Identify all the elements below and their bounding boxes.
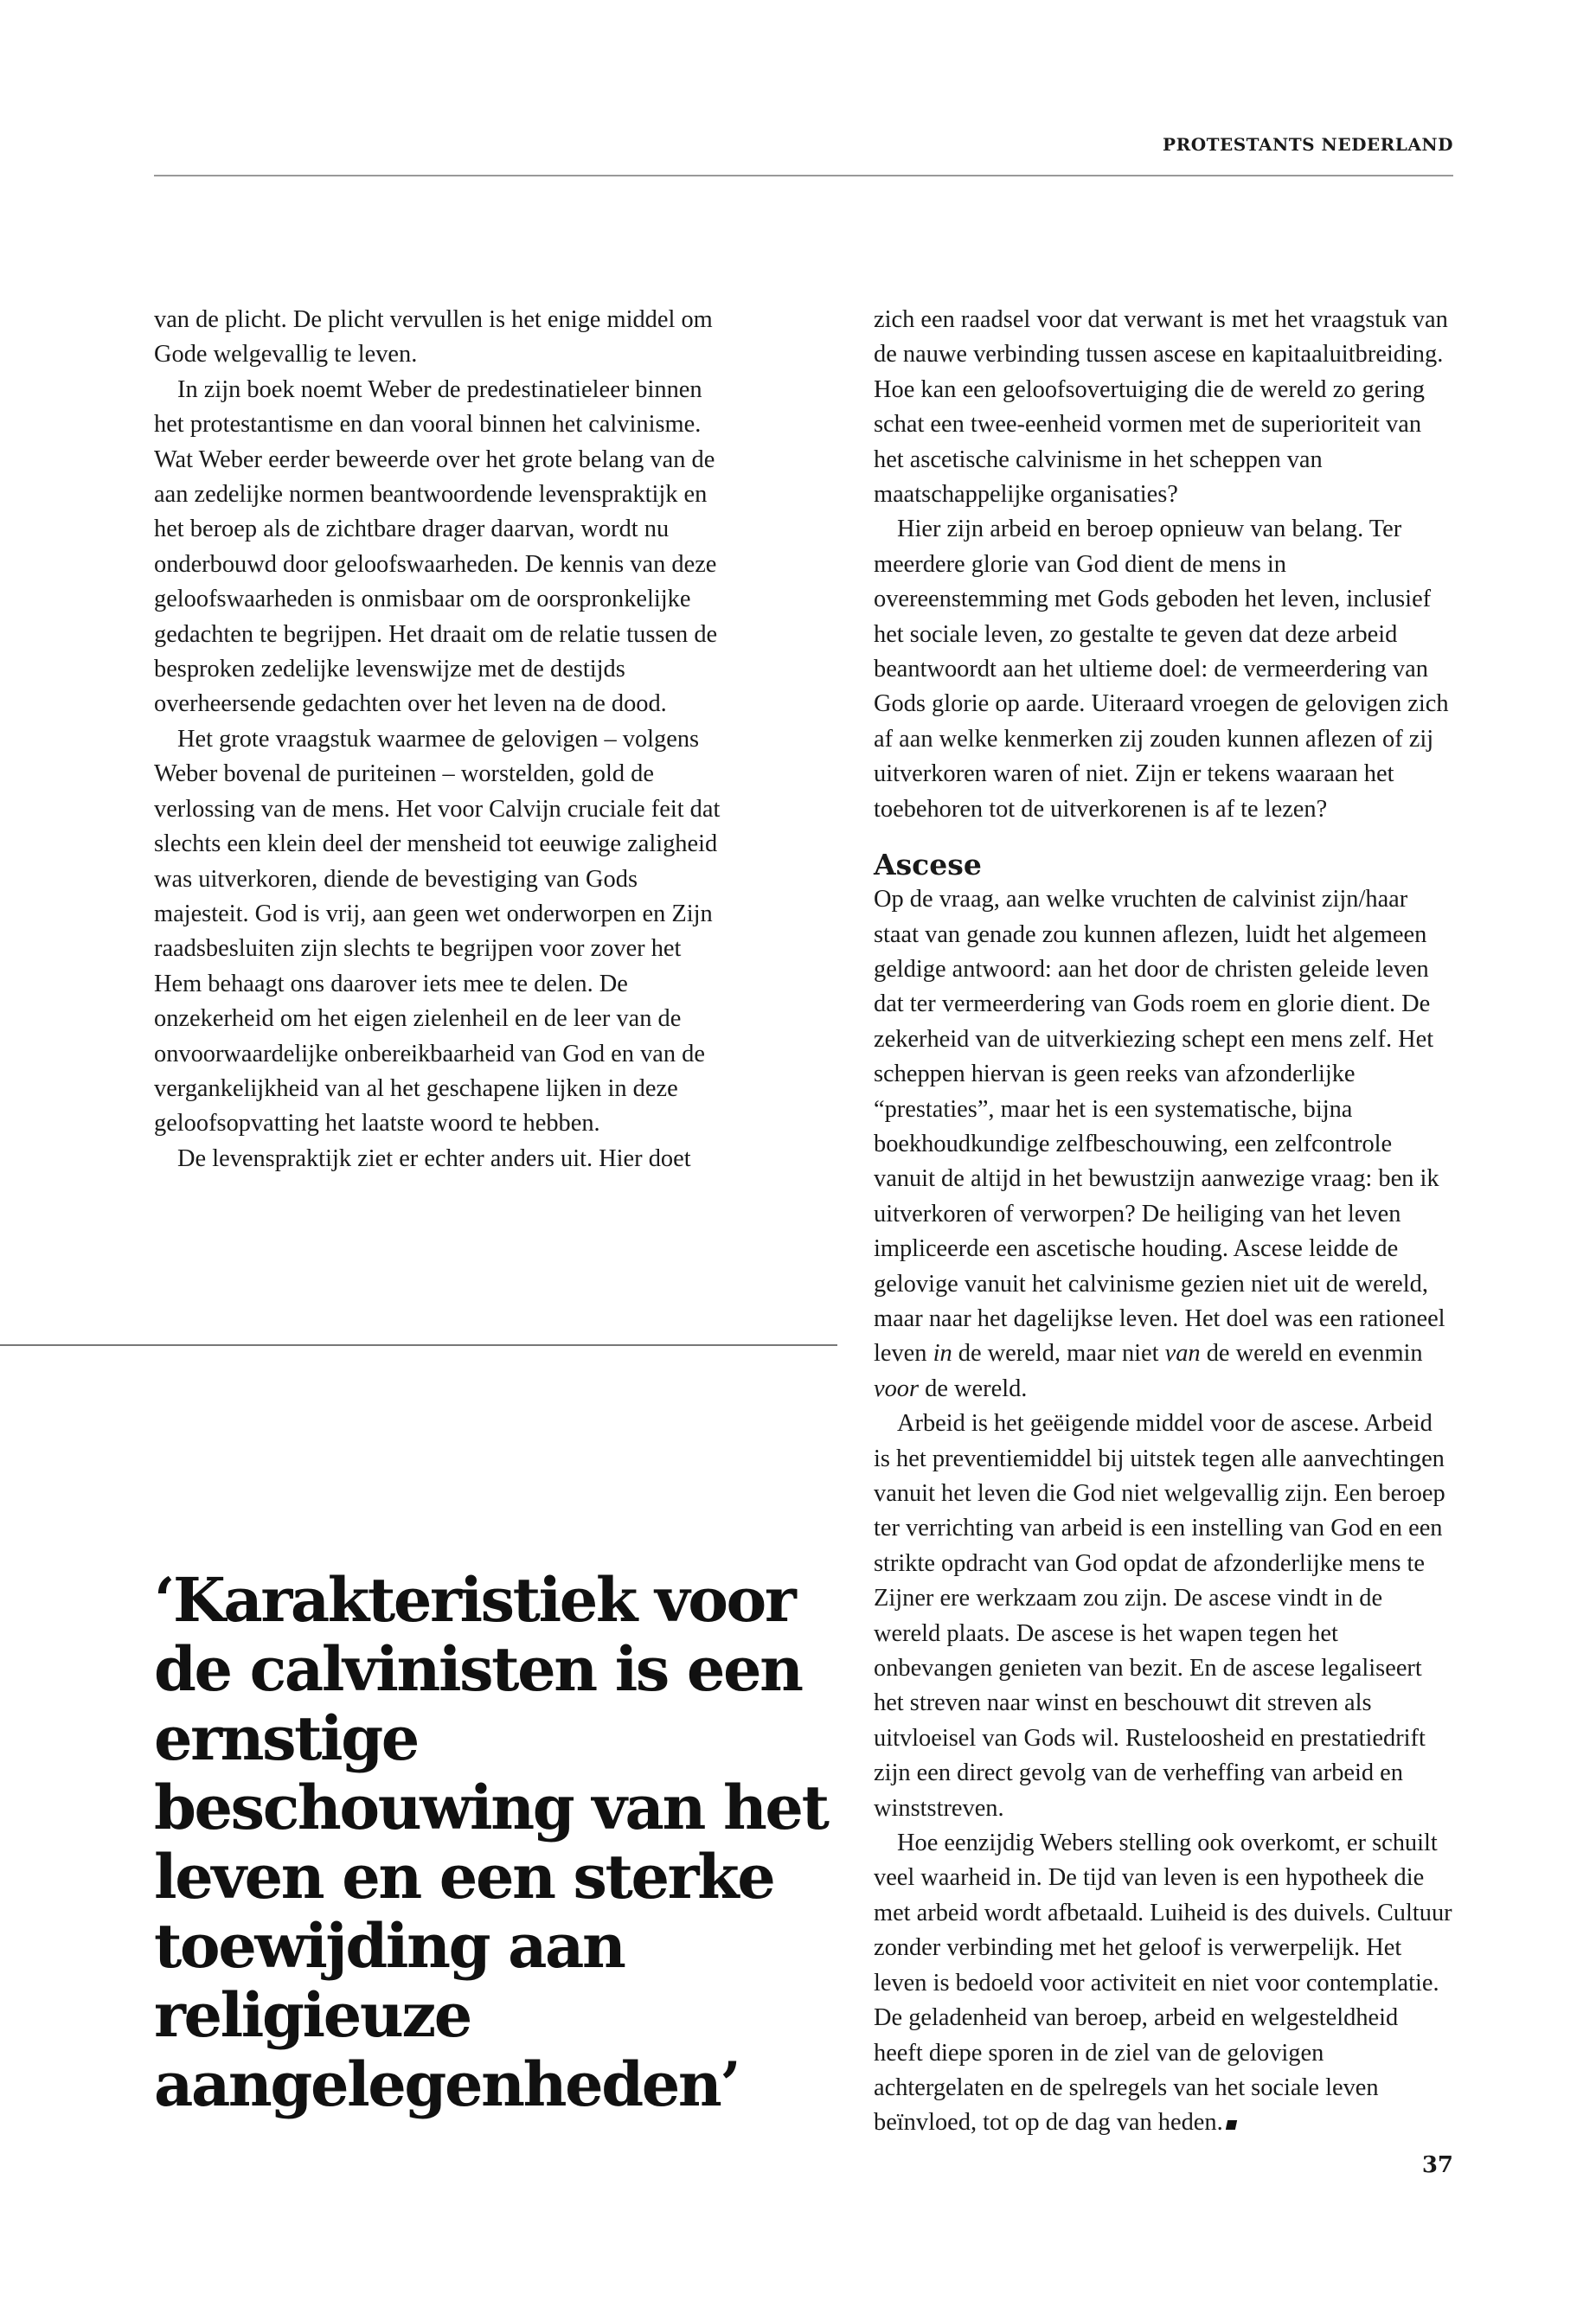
paragraph: van de plicht. De plicht vervullen is het enige middel om Gode welgevallig te leven. — [154, 306, 713, 369]
paragraph: Het grote vraagstuk waarmee de gelovigen – volgens Weber bovenal de puriteinen – worstelden, gold de verlossing van de mens. Het voor Calvijn cruciale feit dat slechts een klein deel der mensheid tot eeuwige zaligheid was uitverkoren, diende de bevestiging van Gods majesteit. God is vrij, aan geen wet onderworpen en Zijn raadsbesluiten zijn slechts te begrijpen voor zover het Hem behaagt ons daarover iets mee te delen. De onzekerheid om het eigen zielenheil en de leer van de onvoorwaardelijke onbereikbaarheid van God en van de vergankelijkheid van al het geschapene lijken in deze geloofsopvatting het laatste woord te hebben. — [154, 725, 721, 1138]
column-divider — [0, 1344, 837, 1346]
paragraph: De levenspraktijk ziet er echter anders uit. Hier doet — [177, 1144, 691, 1172]
pull-quote: ‘Karakteristiek voor de calvinisten is een ernstige beschouwing van het leven en een sterke toewijding aan religieuze aangelegenheden’ — [154, 1564, 828, 2120]
text-run: Hoe eenzijdig Webers stelling ook overkomt, er schuilt veel waarheid in. De tijd van leven is een hypotheek die met arbeid wordt afbetaald. Luiheid is des duivels. Cultuur zonder verbinding met het geloof is verwerpelijk. Het leven is bedoeld voor activiteit en niet voor contemplatie. De geladenheid van beroep, arbeid en welgesteldheid heeft diepe sporen in de ziel van de gelovigen achtergelaten en de spelregels van het sociale leven beïnvloed, tot op de dag van heden. — [874, 1830, 1452, 2137]
page-number: 37 — [1421, 2152, 1453, 2178]
right-column — [874, 303, 1453, 2141]
running-header: PROTESTANTS NEDERLAND — [1163, 134, 1453, 155]
emphasis: voor — [874, 1375, 920, 1402]
paragraph: In zijn boek noemt Weber de predestinatieleer binnen het protestantisme en dan vooral binnen het calvinisme. Wat Weber eerder beweerde over het grote belang van de aan zedelijke normen beantwoordende levenspraktijk en het beroep als de zichtbare drager daarvan, wordt nu onderbouwd door geloofswaarheden. De kennis van deze geloofswaarheden is onmisbaar om de oorspronkelijke gedachten te begrijpen. Het draait om de relatie tussen de besproken zedelijke levenswijze met de destijds overheersende gedachten over het leven na de dood. — [154, 375, 718, 718]
emphasis: van — [1164, 1340, 1201, 1368]
paragraph — [874, 1826, 1453, 2141]
text-run: de wereld. — [919, 1375, 1028, 1402]
end-of-article-mark — [1226, 2120, 1237, 2130]
paragraph: Arbeid is het geëigende middel voor de ascese. Arbeid is het preventiemiddel bij uitstek tegen alle aanvechtingen vanuit het leven die God niet welgevallig zijn. Een beroep ter verrichting van arbeid is een instelling van God en een strikte opdracht van God opdat de afzonderlijke mens te Zijner ere werkzaam zou zijn. De ascese vindt in de wereld plaats. De ascese is het wapen tegen het onbevangen genieten van bezit. En de ascese legaliseert het streven naar winst en beschouwt dit streven als uitvloeisel van Gods wil. Rusteloosheid en prestatiedrift zijn een direct gevolg van de verheffing van arbeid en winststreven. — [874, 1410, 1445, 1822]
paragraph: zich een raadsel voor dat verwant is met het vraagstuk van de nauwe verbinding tussen ascese en kapitaaluitbreiding. Hoe kan een geloofsovertuiging die de wereld zo gering schat een twee-eenheid vormen met de superioriteit van het ascetische calvinisme in het scheppen van maatschappelijke organisaties? — [874, 306, 1448, 509]
header-divider — [154, 175, 1453, 176]
emphasis: in — [933, 1340, 952, 1368]
text-run: de wereld, maar niet — [952, 1340, 1165, 1368]
section-heading: Ascese — [874, 848, 982, 882]
paragraph — [874, 882, 1453, 1407]
text-run: Op de vraag, aan welke vruchten de calvinist zijn/haar staat van genade zou kunnen aflezen, luidt het algemeen geldige antwoord: aan het door de christen geleide leven dat ter vermeerdering van Gods roem en glorie dient. De zekerheid van de uitverkiezing schept een mens zelf. Het scheppen hiervan is geen reeks van afzonderlijke “prestaties”, maar het is een systematische, bijna boekhoudkundige zelfbeschouwing, een zelfcontrole vanuit de altijd in het bewustzijn aanwezige vraag: ben ik uitverkoren of verworpen? De heiliging van het leven impliceerde een ascetische houding. Ascese leidde de gelovige vanuit het calvinisme gezien niet uit de wereld, maar naar het dagelijkse leven. Het doel was een rationeel leven — [874, 886, 1445, 1368]
text-run: de wereld en evenmin — [1200, 1340, 1423, 1368]
paragraph: Hier zijn arbeid en beroep opnieuw van belang. Ter meerdere glorie van God dient de mens in overeenstemming met Gods geboden het leven, inclusief het sociale leven, zo gestalte te geven dat deze arbeid beantwoordt aan het ultieme doel: de vermeerdering van Gods glorie op aarde. Uiteraard vroegen de gelovigen zich af aan welke kenmerken zij zouden kunnen aflezen of zij uitverkoren waren of niet. Zijn er tekens waaraan het toebehoren tot de uitverkorenen is af te lezen? — [874, 516, 1449, 823]
left-column — [154, 303, 725, 1176]
